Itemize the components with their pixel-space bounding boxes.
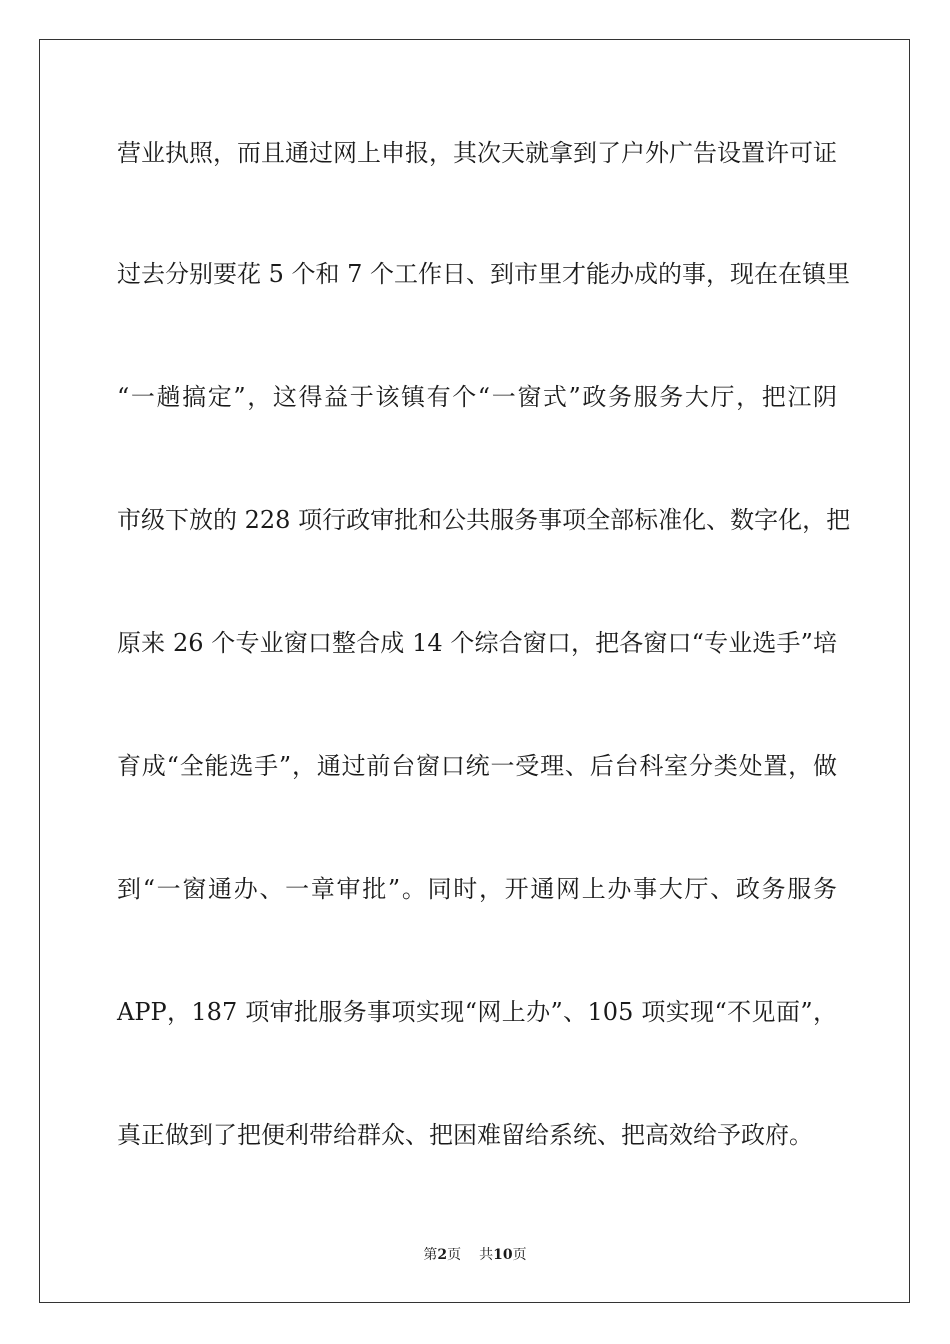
body-line-7: 到“一窗通办、一章审批”。同时，开通网上办事大厅、政务服务: [117, 875, 837, 903]
page-suffix: 页: [447, 1247, 462, 1263]
body-line-5: 原来 26 个专业窗口整合成 14 个综合窗口，把各窗口“专业选手”培: [117, 629, 837, 657]
total-pages: 10: [493, 1247, 513, 1263]
body-line-9: 真正做到了把便利带给群众、把困难留给系统、把高效给予政府。: [117, 1121, 813, 1149]
body-line-8: APP，187 项审批服务事项实现“网上办”、105 项实现“不见面”，: [117, 998, 837, 1026]
page-number: 2: [437, 1247, 448, 1263]
page-footer: [0, 1245, 950, 1265]
total-prefix: 共: [479, 1247, 494, 1263]
body-line-1: 营业执照，而且通过网上申报，其次天就拿到了户外广告设置许可证: [117, 139, 837, 167]
body-line-6: 育成“全能选手”，通过前台窗口统一受理、后台科室分类处置，做: [117, 752, 837, 780]
page-prefix: 第: [423, 1247, 438, 1263]
body-line-3: “一趟搞定”，这得益于该镇有个“一窗式”政务服务大厅，把江阴: [117, 383, 837, 411]
body-line-2: 过去分别要花 5 个和 7 个工作日、到市里才能办成的事，现在在镇里: [117, 260, 851, 288]
body-line-4: 市级下放的 228 项行政审批和公共服务事项全部标准化、数字化，把: [117, 506, 851, 534]
total-suffix: 页: [512, 1247, 527, 1263]
page-border: [39, 39, 910, 1303]
